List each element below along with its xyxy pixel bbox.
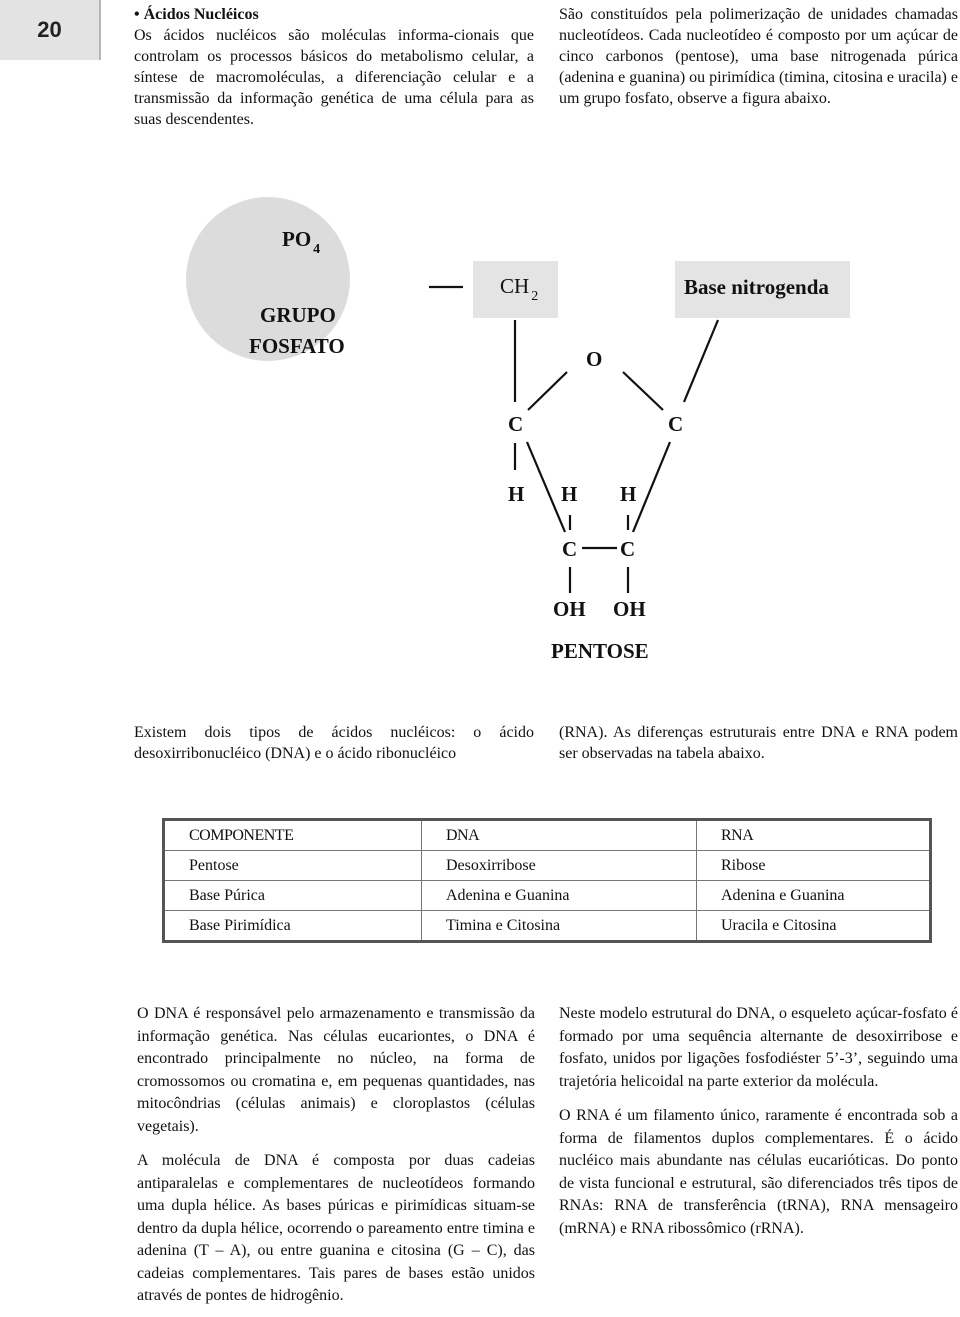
grupo-label: GRUPO xyxy=(260,303,336,327)
po-subscript: 4 xyxy=(313,242,321,257)
hydrogen-label-2: H xyxy=(561,482,578,506)
hydrogen-label-3: H xyxy=(620,482,637,506)
hydrogen-label-1: H xyxy=(508,482,525,506)
carbon-left-label: C xyxy=(508,412,524,436)
table-cell: Timina e Citosina xyxy=(422,911,697,942)
table-cell: Base Púrica xyxy=(164,881,422,911)
phosphate-formula xyxy=(282,227,321,257)
nucleotide-diagram xyxy=(0,170,960,690)
dna-model-paragraph: Neste modelo estrutural do DNA, o esqueleto açúcar-fosfato é formado por uma sequência alternante de desoxirribose e fosfato, unidos por ligações fosfodiéster 5’-3’, seguindo uma trajetória helicoidal na parte exterior da molécula. xyxy=(559,1005,958,1090)
intro-right-column xyxy=(559,4,958,109)
header-cell: RNA xyxy=(697,820,931,851)
oxygen-label: O xyxy=(586,347,603,371)
bottom-left-column xyxy=(137,1003,535,1308)
table-row xyxy=(164,851,931,881)
nucleotide-diagram-lines xyxy=(0,170,960,690)
dna-function-paragraph: O DNA é responsável pelo armazenamento e transmissão da informação genética. Nas células eucariontes, o DNA é encontrado principalmente no núcleo, na forma de cromossomos ou cromatina e, em pequenas quantidades, nas mitocôndrias (células animais) e cloroplastos (células vegetais). xyxy=(137,1005,535,1135)
hydroxyl-label-1: OH xyxy=(553,597,586,621)
carbon-bottom-right-label: C xyxy=(620,537,636,561)
types-left-paragraph: Existem dois tipos de ácidos nucléicos: o ácido desoxirribonucléico (DNA) e o ácido ribonucléico xyxy=(134,724,534,762)
types-right-column xyxy=(559,722,958,764)
table-cell: Ribose xyxy=(697,851,931,881)
table-row xyxy=(164,911,931,942)
carbon-bottom-left-label: C xyxy=(562,537,578,561)
table-cell: Adenina e Guanina xyxy=(697,881,931,911)
intro-left-column xyxy=(134,4,534,130)
ch2-formula xyxy=(500,274,539,304)
rna-paragraph: O RNA é um filamento único, raramente é encontrada sob a forma de filamentos duplos complementares. É o ácido nucléico mais abundante nas células eucarióticas. Do ponto de vista funcional e estrutural, são diferenciados três tipos de RNAs: RNA de transferência (tRNA), RNA mensageiro (mRNA) e RNA ribossômico (rRNA). xyxy=(559,1107,958,1237)
bottom-right-column xyxy=(559,1003,958,1240)
ch-subscript: 2 xyxy=(531,289,539,304)
types-left-column xyxy=(134,722,534,764)
section-heading: • Ácidos Nucléicos xyxy=(134,6,259,23)
header-cell: COMPONENTE xyxy=(164,820,422,851)
base-label: Base nitrogenda xyxy=(684,275,829,299)
dna-rna-comparison-table xyxy=(162,818,932,943)
hydroxyl-label-2: OH xyxy=(613,597,646,621)
intro-left-paragraph: Os ácidos nucléicos são moléculas informa-cionais que controlam os processos básicos do metabolismo celular, a síntese de macromoléculas, a diferenciação celular e a transmissão da informação genética de uma célula para as suas descendentes. xyxy=(134,27,534,128)
types-right-paragraph: (RNA). As diferenças estruturais entre DNA e RNA podem ser observadas na tabela abaixo. xyxy=(559,724,958,762)
table-cell: Uracila e Citosina xyxy=(697,911,931,942)
table-cell: Adenina e Guanina xyxy=(422,881,697,911)
po-text: PO xyxy=(282,227,312,251)
table-cell: Pentose xyxy=(164,851,422,881)
pentose-label: PENTOSE xyxy=(551,639,649,663)
table-cell: Desoxirribose xyxy=(422,851,697,881)
ch-text: CH xyxy=(500,274,530,298)
intro-right-paragraph: São constituídos pela polimerização de unidades chamadas nucleotídeos. Cada nucleotídeo é composto por um açúcar de cinco carbonos (pentose), uma base nitrogenada púrica (adenina e guanina) ou pirimídica (timina, citosina e uracila) e um grupo fosfato, observe a figura abaixo. xyxy=(559,6,958,107)
page-number: 20 xyxy=(0,0,101,60)
table-cell: Base Pirimídica xyxy=(164,911,422,942)
fosfato-label: FOSFATO xyxy=(249,334,345,358)
carbon-right-label: C xyxy=(668,412,684,436)
dna-structure-paragraph: A molécula de DNA é composta por duas cadeias antiparalelas e complementares de nucleotídeos formando uma dupla hélice. As bases púricas e pirimídicas situam-se dentro da dupla hélice, ocorrendo o pareamento entre timina e adenina (T – A), ou entre guanina e citosina (G – C), das cadeias complementares. Tais pares de bases estão unidos através de pontes de hidrogênio. xyxy=(137,1152,535,1304)
table-header-row xyxy=(164,820,931,851)
header-cell: DNA xyxy=(422,820,697,851)
table-row xyxy=(164,881,931,911)
